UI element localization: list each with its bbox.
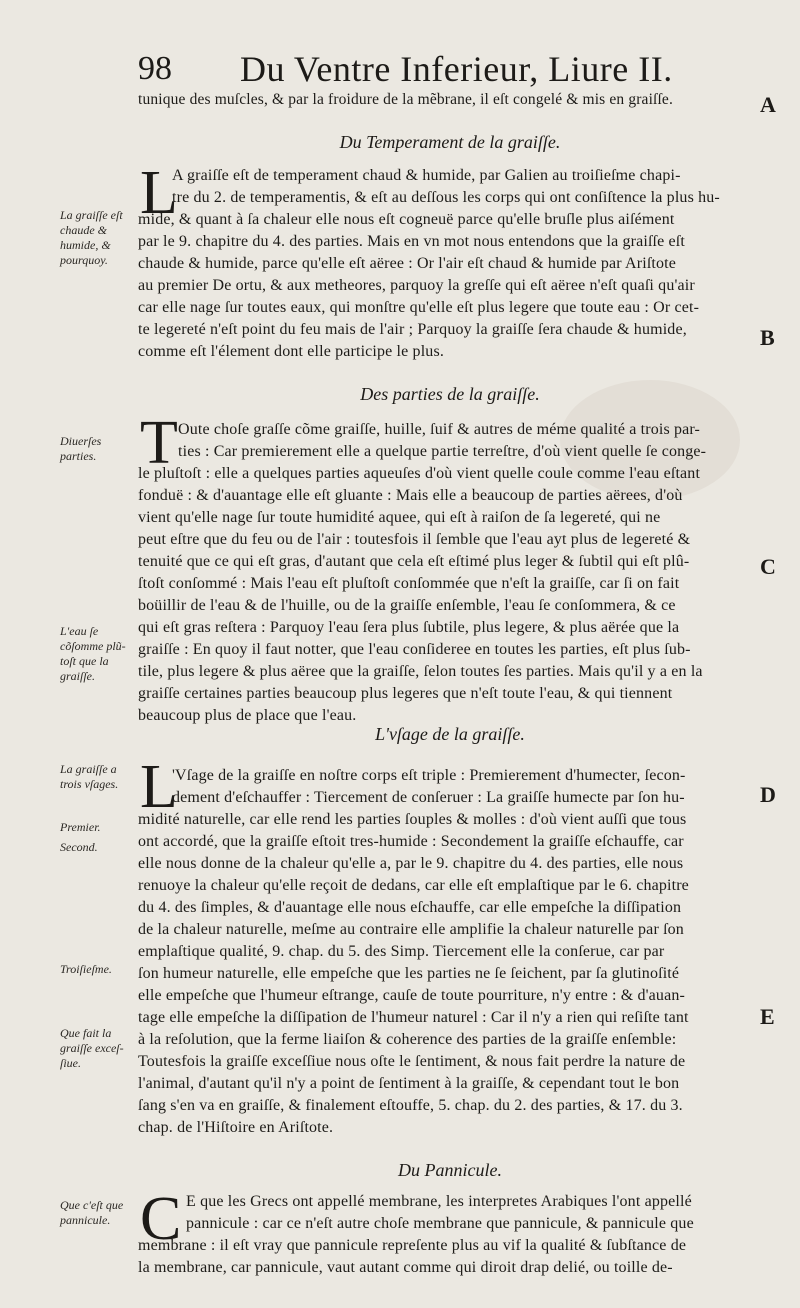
section-heading: Du Temperament de la graiſſe. xyxy=(339,132,561,152)
margin-note: Troiſieſme. xyxy=(60,962,112,976)
text-line: comme eſt l'élement dont elle participe le plus. xyxy=(138,343,444,360)
text-line: elle nous donne de la chaleur qu'elle a, par le 9. chapitre du 4. des parties, elle nous xyxy=(138,855,684,872)
text-line: te legereté n'eſt point du feu mais de l'air ; Parquoy la graiſſe ſera chaude & humide, xyxy=(138,321,687,338)
text-line: car elle nage ſur toutes eaux, qui monſtre qu'elle eſt plus legere que toute eau : Or cet- xyxy=(138,299,700,316)
margin-letter-e: E xyxy=(760,1004,775,1029)
text-line: tenuité que ce qui eſt gras, d'autant que cela eſt eſtimé plus leger & ſubtil qui eſt plû- xyxy=(138,553,690,570)
text-line: du 4. des ſimples, & d'auantage elle nous eſchauffe, car elle empeſche la diſſipation xyxy=(138,899,682,916)
section-heading: Des parties de la graiſſe. xyxy=(360,384,540,404)
text-line: chaude & humide, parce qu'elle eſt aëree : Or l'air eſt chaud & humide par Ariſtote xyxy=(138,255,677,272)
continuation-line: tunique des muſcles, & par la froidure de la mẽbrane, il eſt congelé & mis en graiſſe. xyxy=(138,91,673,108)
margin-note: La graiſſe a trois vſages. xyxy=(60,762,119,791)
text-line: membrane : il eſt vray que pannicule repreſente plus au vif la qualité & ſubſtance de xyxy=(138,1237,687,1254)
text-line: vient qu'elle nage ſur toute humidité aquee, qui eſt à raiſon de ſa legereté, qui ne xyxy=(138,509,661,526)
text-line: la membrane, car pannicule, vaut autant comme qui diroit drap delié, ou toille de- xyxy=(138,1259,673,1276)
text-line: beaucoup plus de place que l'eau. xyxy=(138,707,357,724)
margin-note: La graiſſe eſt chaude & humide, & pourquoy. xyxy=(60,208,123,267)
text-line: graiſſe certaines parties beaucoup plus legeres que n'eſt toute l'eau, & qui tiennent xyxy=(138,685,673,702)
margin-letter-d: D xyxy=(760,782,776,807)
text-line: chap. de l'Hiſtoire en Ariſtote. xyxy=(138,1119,334,1136)
page-number: 98 xyxy=(138,50,172,87)
text-line: ſang s'en va en graiſſe, & finalement eſtouffe, 5. chap. du 2. des parties, & 17. du 3. xyxy=(138,1097,683,1114)
text-line: renuoye la chaleur qu'elle reçoit de dedans, car elle eſt emplaſtique par le 6. chapitre xyxy=(138,877,689,894)
text-line: pannicule : car ce n'eſt autre choſe membrane que pannicule, & pannicule que xyxy=(186,1215,694,1232)
text-line: E que les Grecs ont appellé membrane, les interpretes Arabiques l'ont appellé xyxy=(186,1193,692,1210)
text-line: de la chaleur naturelle, meſme au contraire elle amplifie la chaleur naturelle par ſon xyxy=(138,921,684,938)
margin-letter-b: B xyxy=(760,325,775,350)
margin-note: Premier. xyxy=(60,820,101,834)
text-line: ſtoſt conſommé : Mais l'eau eſt pluſtoſt conſommée que n'eſt la graiſſe, car ſi on fait xyxy=(138,575,680,592)
text-line: au premier De ortu, & aux metheores, parquoy la greſſe qui eſt aëree n'eſt quaſi qu'air xyxy=(138,277,695,294)
drop-capital: T xyxy=(140,409,178,477)
section-heading: L'vſage de la graiſſe. xyxy=(375,724,525,744)
text-line: Oute choſe graſſe cõme graiſſe, huille, ſuif & autres de méme qualité a trois par- xyxy=(178,421,701,438)
text-line: A graiſſe eſt de temperament chaud & humide, par Galien au troiſieſme chapi- xyxy=(172,167,681,184)
drop-capital: L xyxy=(140,159,178,227)
margin-letter-c: C xyxy=(760,554,776,579)
text-line: Toutesfois la graiſſe exceſſiue nous oſte le ſentiment, & nous fait perdre la nature de xyxy=(138,1053,686,1070)
text-line: 'Vſage de la graiſſe en noſtre corps eſt triple : Premierement d'humecter, ſecon- xyxy=(172,767,686,784)
text-line: fonduë : & d'auantage elle eſt gluante : Mais elle a beaucoup de parties aërees, d'où xyxy=(138,487,683,504)
text-line: emplaſtique qualité, 9. chap. du 5. des Simp. Tiercement elle la conſerue, car par xyxy=(138,943,665,960)
text-line: dement d'eſchauffer : Tiercement de conſeruer : La graiſſe humecte par ſon hu- xyxy=(172,789,685,806)
drop-capital: L xyxy=(140,753,178,821)
page-title: Du Ventre Inferieur, Liure II. xyxy=(240,49,673,89)
text-line: boüillir de l'eau & de l'huille, ou de la graiſſe enſemble, l'eau ſe conſommera, & ce xyxy=(138,597,676,614)
text-line: ſon humeur naturelle, elle empeſche que les parties ne ſe ſeichent, par ſa glutinoſité xyxy=(138,965,680,982)
margin-note: Que fait la graiſſe exceſ-ſiue. xyxy=(60,1026,124,1070)
text-line: ties : Car premierement elle a quelque partie terreſtre, d'où vient quelle ſe conge- xyxy=(178,443,707,460)
drop-capital: C xyxy=(140,1185,182,1253)
text-line: peut eſtre que du feu ou de l'air : toutesfois il ſemble que l'eau ayt plus de legereté & xyxy=(138,531,691,548)
text-line: midité naturelle, car elle rend les parties ſouples & molles : d'où vient auſſi que tous xyxy=(138,811,687,828)
text-line: le pluſtoſt : elle a quelques parties aqueuſes d'où vient quelle coule comme l'eau eſtant xyxy=(138,465,701,482)
margin-note: Que c'eſt que pannicule. xyxy=(60,1198,124,1227)
margin-letter-a: A xyxy=(760,92,776,117)
text-line: mide, & quant à ſa chaleur elle nous eſt cogneuë parce qu'elle bruſle plus aiſément xyxy=(138,211,675,228)
text-line: qui eſt gras reſtera : Parquoy l'eau ſera plus ſubtile, plus legere, & plus aërée que la xyxy=(138,619,680,636)
text-line: tage elle empeſche la diſſipation de l'humeur naturel : Car il n'y a rien qui reſiſte tant xyxy=(138,1009,689,1026)
text-line: tile, plus legere & plus aëree que la graiſſe, ſelon toutes ſes parties. Mais qu'il y a en la xyxy=(138,663,703,680)
text-line: elle empeſche que l'humeur eſtrange, cauſe de toute pourriture, n'y entre : & d'auan- xyxy=(138,987,685,1004)
section-heading: Du Pannicule. xyxy=(398,1160,502,1180)
text-line: à la reſolution, que la ferme liaiſon & coherence des parties de la graiſſe enſemble: xyxy=(138,1031,677,1048)
text-line: graiſſe : En quoy il faut notter, que l'eau conſideree en toutes les parties, eſt plus ſub- xyxy=(138,641,691,658)
text-line: tre du 2. de temperamentis, & eſt au deſſous les corps qui ont conſiſtence la plus hu- xyxy=(172,189,720,206)
running-head xyxy=(0,48,800,94)
margin-note: L'eau ſe cõſomme plũ-toſt que la graiſſe. xyxy=(60,624,126,683)
margin-note: Second. xyxy=(60,840,98,854)
margin-note: Diuerſes parties. xyxy=(60,434,102,463)
text-line: par le 9. chapitre du 4. des parties. Mais en vn mot nous entendons que la graiſſe eſt xyxy=(138,233,685,250)
text-line: l'animal, d'autant qu'il n'y a point de ſentiment à la graiſſe, & cependant tout le bon xyxy=(138,1075,680,1092)
text-line: ont accordé, que la graiſſe eſtoit tres-humide : Secondement la graiſſe eſchauffe, car xyxy=(138,833,684,850)
